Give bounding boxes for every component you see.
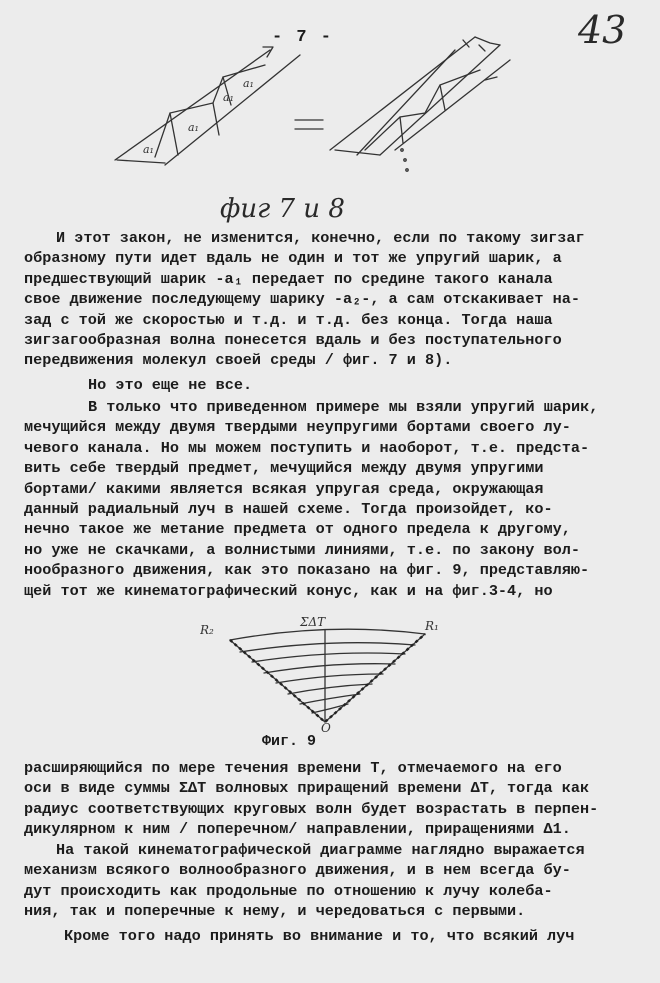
text-line: механизм всякого волнообразного движения, и в нем всегда бу- <box>24 861 571 880</box>
text-line: В только что приведенном примере мы взяли упругий шарик, <box>88 398 599 416</box>
text-line: И этот закон, не изменится, конечно, если по такому зигзаг <box>56 229 585 247</box>
label-sum-delta-t: ΣΔT <box>300 615 326 629</box>
text-line: зад с той же скоростью и т.д. и т.д. без конца. Тогда наша <box>24 310 553 329</box>
label-a1-c: a₁ <box>223 91 234 104</box>
text-line: мечущийся между двумя твердыми неупругими бортами своего лу- <box>24 418 571 437</box>
text-line: щей тот же кинематографический конус, как и на фиг.3-4, но <box>24 581 553 600</box>
text-line: предшествующий шарик -a₁ передает по срединe такого канала <box>24 269 553 288</box>
paragraph-6 <box>24 926 644 946</box>
page-number: - 7 - <box>272 28 334 47</box>
label-o: O <box>321 721 331 732</box>
text-line: радиус соответствующих круговых волн будет возрастать в перпен- <box>24 799 599 818</box>
paragraph-1 <box>24 228 644 371</box>
text-line: дут происходить как продольные по отношению к лучу колеба- <box>24 881 553 900</box>
paragraph-2 <box>24 375 644 395</box>
text-line: образному пути идет вдаль не один и тот же упругий шарик, а <box>24 249 562 268</box>
figure-7-8-caption: фиг 7 и 8 <box>220 194 345 224</box>
text-line: Кроме того надо принять во внимание и то, что всякий луч <box>64 927 575 945</box>
text-line: На такой кинематографической диаграмме наглядно выражается <box>56 841 585 859</box>
text-line: нообразного движения, как это показано на фиг. 9, представляю- <box>24 561 590 580</box>
text-line: ния, так и поперечные к нему, и чередоваться с первыми. <box>24 902 526 921</box>
paragraph-5 <box>24 840 644 922</box>
label-r1: R₁ <box>425 619 439 633</box>
paragraph-4 <box>24 758 644 840</box>
text-line: оси в виде суммы ΣΔT волновых приращений времени ΔT, тогда как <box>24 779 590 798</box>
text-line: передвижения молекул своей среды / фиг. 7 и 8). <box>24 351 453 370</box>
text-line: Но это еще не все. <box>88 376 253 394</box>
text-line: но уже не скачками, а волнистыми линиями, т.е. по закону вол- <box>24 540 580 559</box>
archive-number: 43 <box>578 8 627 52</box>
label-a1-b: a₁ <box>188 121 199 134</box>
label-r2: R₂ <box>200 623 214 637</box>
text-line: дикулярном к ним / поперечном/ направлении, приращениями Δ1. <box>24 820 571 839</box>
text-line: чевого канала. Но мы можем поступить и наоборот, т.е. предста- <box>24 438 590 457</box>
text-line: вить себе твердый предмет, мечущийся между двумя упругими <box>24 459 544 478</box>
label-a1-a: a₁ <box>143 143 154 156</box>
figure-7-8-sketch <box>95 25 515 235</box>
figure-9-caption: Фиг. 9 <box>262 733 317 750</box>
figure-9-cone <box>200 612 460 732</box>
text-line: нечно такое же метание предмета от одного предела к другому, <box>24 520 571 539</box>
paragraph-3 <box>24 397 644 601</box>
label-a1-d: a₁ <box>243 77 254 90</box>
text-line: зигзагообразная волна понесется вдаль и без поступательного <box>24 330 562 349</box>
text-line: данный радиальный луч в нашей схеме. Тогда произойдет, ко- <box>24 499 553 518</box>
text-line: свое движение последующему шарику -a₂-, а сам отскакивает на- <box>24 290 580 309</box>
text-line: расширяющийся по мере течения времени T, отмечаемого на его <box>24 759 562 777</box>
text-line: бортами/ какими является всякая упругая среда, окружающая <box>24 479 544 498</box>
